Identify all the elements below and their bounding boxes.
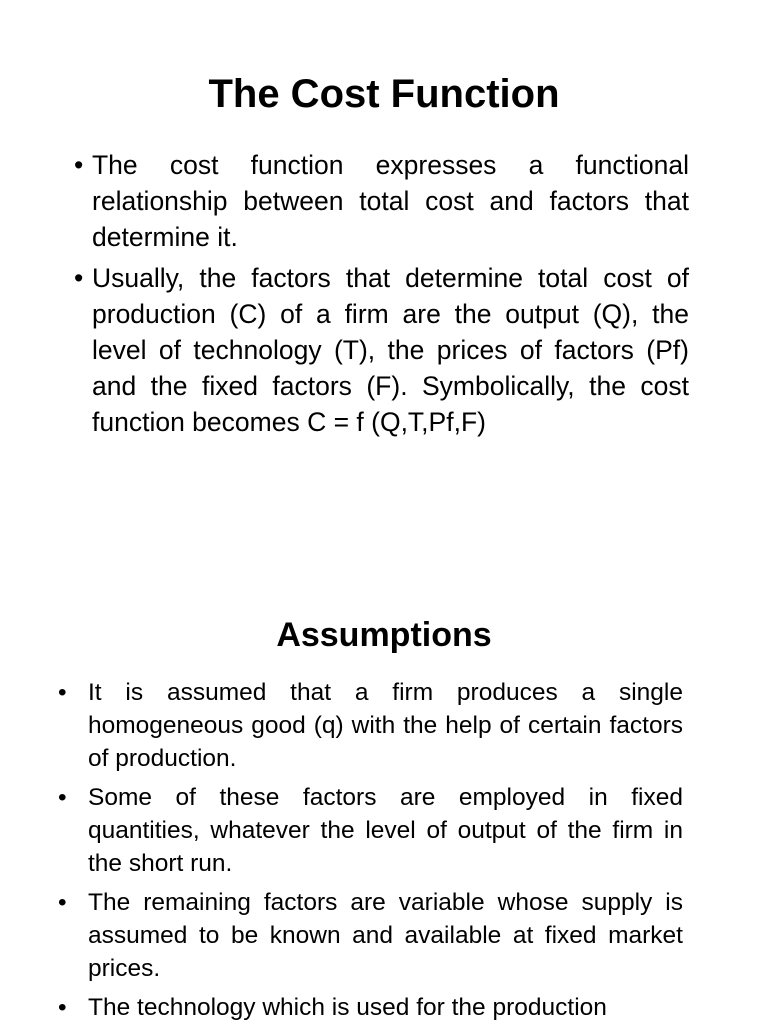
bullet-icon: • <box>74 263 84 293</box>
bullet-icon: • <box>58 889 67 916</box>
bullet-list <box>74 147 689 445</box>
list-item-text: Usually, the factors that determine total cost of production (C) of a firm are the output (Q), the level of technology (T), the prices of factors (Pf) and the fixed factors (F). Symbolically, the cost function becomes C = f (Q,T,Pf,F) <box>92 263 689 437</box>
list-item <box>58 781 683 880</box>
bullet-icon: • <box>58 994 67 1021</box>
list-item-text: The cost function expresses a functional relationship between total cost and factors that determine it. <box>92 150 689 252</box>
list-item <box>58 676 683 775</box>
bullet-icon: • <box>58 784 67 811</box>
bullet-icon: • <box>58 679 67 706</box>
list-item <box>74 147 689 255</box>
bullet-icon: • <box>74 150 84 180</box>
list-item-text: Some of these factors are employed in fixed quantities, whatever the level of output of the firm in the short run. <box>88 784 683 877</box>
section-heading: Assumptions <box>276 616 492 654</box>
page-title: The Cost Function <box>208 72 560 116</box>
list-item <box>58 991 683 1024</box>
list-item-text: The technology which is used for the production <box>88 994 607 1021</box>
list-item <box>58 886 683 985</box>
list-item-text: The remaining factors are variable whose supply is assumed to be known and available at fixed market prices. <box>88 889 683 982</box>
bullet-list <box>58 676 683 1030</box>
list-item <box>74 260 689 440</box>
list-item-text: It is assumed that a firm produces a single homogeneous good (q) with the help of certain factors of production. <box>88 679 683 772</box>
